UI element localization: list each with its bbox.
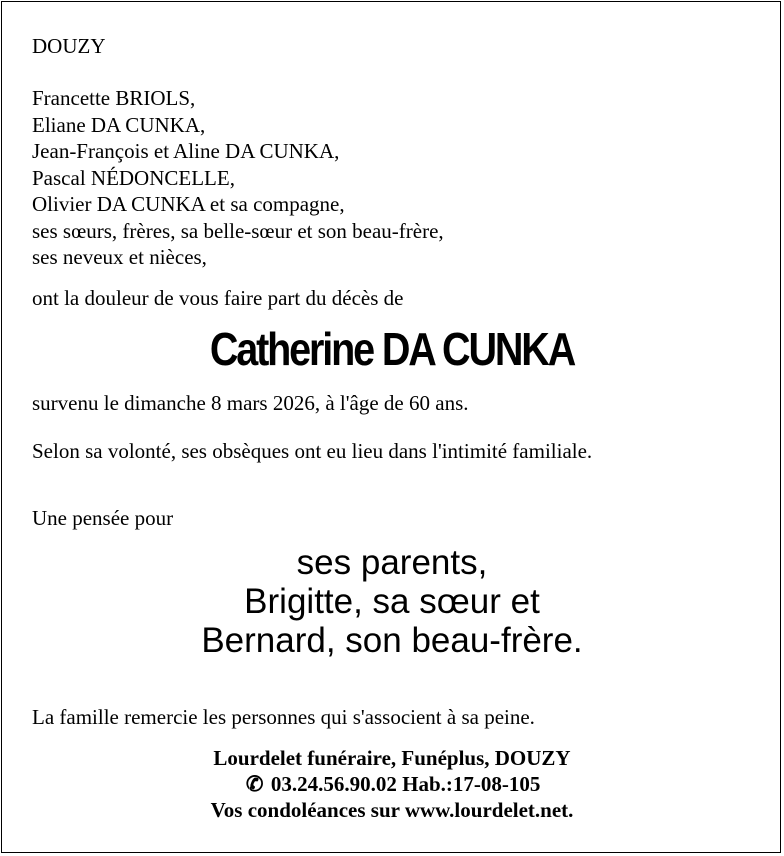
family-member: Francette BRIOLS, bbox=[32, 86, 196, 110]
phone-number: 03.24.56.90.02 Hab.:17-08-105 bbox=[270, 772, 541, 796]
town-name: DOUZY bbox=[32, 34, 106, 58]
family-member: ses neveux et nièces, bbox=[32, 245, 207, 269]
family-member: Eliane DA CUNKA, bbox=[32, 112, 206, 137]
condolences-text: Vos condoléances sur www.lourdelet.net. bbox=[210, 798, 574, 822]
family-member: Jean-François et Aline DA CUNKA, bbox=[32, 139, 340, 163]
thought-line: Bernard, son beau-frère. bbox=[201, 621, 583, 660]
thanks-text: La famille remercie les personnes qui s'associent à sa peine. bbox=[32, 705, 535, 729]
funeral-home-name: Lourdelet funéraire, Funéplus, DOUZY bbox=[213, 746, 571, 770]
funeral-home-footer bbox=[0, 745, 784, 823]
phone-line bbox=[0, 771, 784, 797]
family-list bbox=[32, 85, 444, 271]
family-member: ses sœurs, frères, sa belle-sœur et son beau-frère, bbox=[32, 218, 444, 243]
thought-line: ses parents, bbox=[296, 543, 488, 582]
thought-block bbox=[0, 543, 784, 660]
phone-icon: ✆ bbox=[245, 772, 264, 796]
thought-line: Brigitte, sa sœur et bbox=[244, 582, 540, 621]
funeral-info-text: Selon sa volonté, ses obsèques ont eu lieu dans l'intimité familiale. bbox=[32, 439, 593, 463]
family-member: Pascal NÉDONCELLE, bbox=[32, 165, 235, 190]
announcement-text: ont la douleur de vous faire part du décès de bbox=[32, 286, 404, 310]
thought-intro-text: Une pensée pour bbox=[32, 506, 174, 530]
death-info-text: survenu le dimanche 8 mars 2026, à l'âge de 60 ans. bbox=[32, 391, 469, 415]
deceased-name: Catherine DA CUNKA bbox=[209, 323, 575, 375]
family-member: Olivier DA CUNKA et sa compagne, bbox=[32, 192, 345, 216]
